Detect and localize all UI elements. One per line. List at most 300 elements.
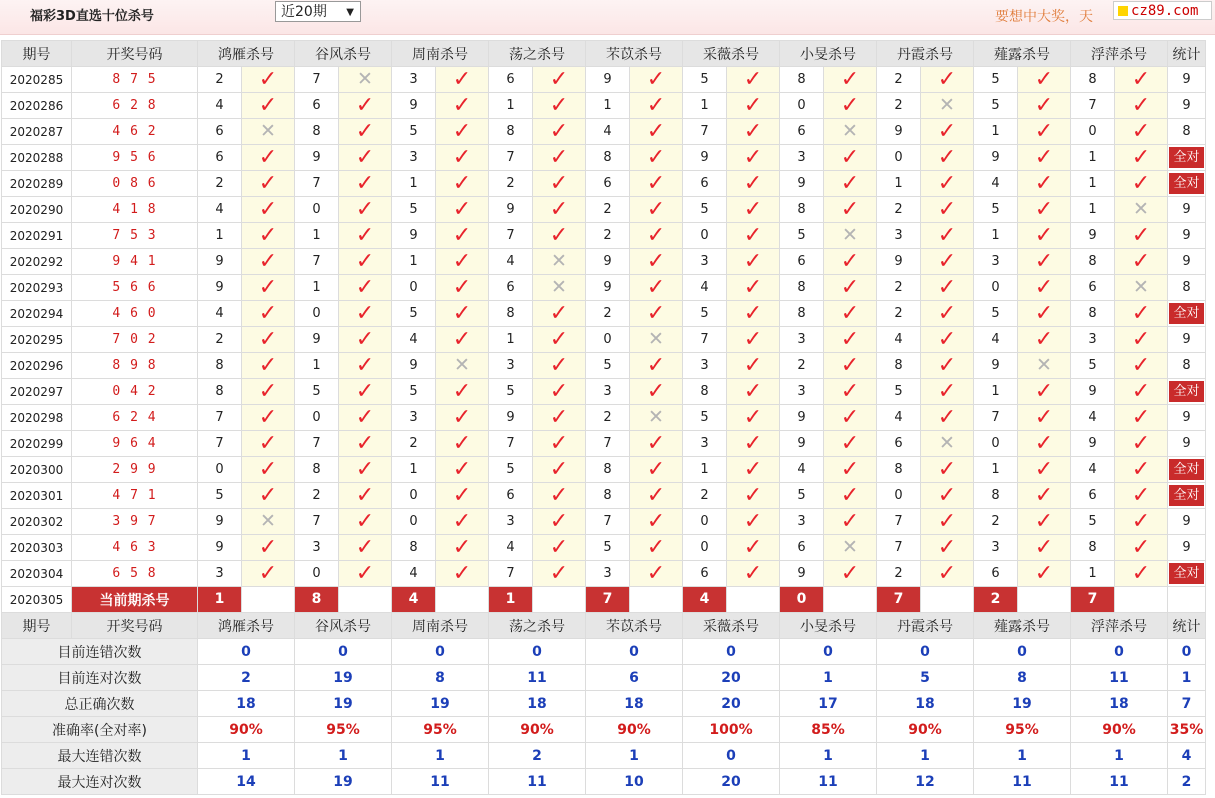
check-icon: ✓ bbox=[840, 196, 860, 222]
result-mark-cell bbox=[824, 535, 877, 561]
check-icon: ✓ bbox=[549, 196, 569, 222]
empty-cell bbox=[436, 587, 489, 613]
result-mark-cell bbox=[533, 509, 586, 535]
result-mark-cell bbox=[921, 561, 974, 587]
table-row bbox=[2, 431, 1206, 457]
check-icon: ✓ bbox=[840, 352, 860, 378]
result-mark-cell bbox=[1018, 249, 1071, 275]
result-mark-cell bbox=[824, 93, 877, 119]
result-mark-cell bbox=[727, 223, 780, 249]
result-mark-cell bbox=[921, 171, 974, 197]
check-icon: ✓ bbox=[743, 274, 763, 300]
check-icon: ✓ bbox=[355, 326, 375, 352]
kill-number-cell: 9 bbox=[780, 561, 824, 587]
check-icon: ✓ bbox=[549, 430, 569, 456]
result-mark-cell bbox=[533, 535, 586, 561]
cross-icon: ✕ bbox=[939, 94, 955, 116]
kill-number-cell: 3 bbox=[489, 509, 533, 535]
kill-number-cell: 4 bbox=[586, 119, 630, 145]
period-cell: 2020295 bbox=[2, 327, 72, 353]
logo-text: cz89.com bbox=[1131, 3, 1199, 19]
kill-number-cell: 0 bbox=[295, 561, 339, 587]
draw-number-cell: 6 5 8 bbox=[72, 561, 198, 587]
kill-number-cell: 1 bbox=[974, 119, 1018, 145]
check-icon: ✓ bbox=[646, 534, 666, 560]
column-header-expert: 周南杀号 bbox=[392, 41, 489, 67]
kill-number-cell: 1 bbox=[392, 171, 436, 197]
kill-number-cell: 6 bbox=[974, 561, 1018, 587]
result-mark-cell bbox=[533, 457, 586, 483]
check-icon: ✓ bbox=[452, 508, 472, 534]
check-icon: ✓ bbox=[840, 66, 860, 92]
result-mark-cell bbox=[533, 249, 586, 275]
kill-number-cell: 0 bbox=[683, 535, 727, 561]
table-row bbox=[2, 67, 1206, 93]
kill-number-cell: 0 bbox=[877, 145, 921, 171]
result-mark-cell bbox=[242, 301, 295, 327]
table-row bbox=[2, 119, 1206, 145]
current-kill-cell bbox=[974, 587, 1018, 613]
check-icon: ✓ bbox=[743, 352, 763, 378]
result-mark-cell bbox=[921, 145, 974, 171]
kill-number-cell: 1 bbox=[295, 353, 339, 379]
kill-number-cell: 4 bbox=[1071, 457, 1115, 483]
kill-number-cell: 3 bbox=[1071, 327, 1115, 353]
result-mark-cell bbox=[1115, 93, 1168, 119]
summary-value: 95% bbox=[392, 717, 489, 743]
summary-value: 0 bbox=[683, 743, 780, 769]
kill-number-cell: 9 bbox=[683, 145, 727, 171]
kill-number-cell: 8 bbox=[780, 67, 824, 93]
check-icon: ✓ bbox=[1034, 482, 1054, 508]
kill-number-cell: 3 bbox=[392, 145, 436, 171]
summary-value: 90% bbox=[489, 717, 586, 743]
check-icon: ✓ bbox=[743, 170, 763, 196]
result-mark-cell bbox=[630, 171, 683, 197]
check-icon: ✓ bbox=[840, 248, 860, 274]
result-mark-cell bbox=[436, 509, 489, 535]
current-kill-number: 4 bbox=[683, 587, 726, 612]
column-header-expert: 浮萍杀号 bbox=[1071, 41, 1168, 67]
cross-icon: ✕ bbox=[260, 510, 276, 532]
kill-number-cell: 9 bbox=[974, 353, 1018, 379]
summary-row bbox=[2, 639, 1206, 665]
stat-cell: 9 bbox=[1168, 223, 1206, 249]
check-icon: ✓ bbox=[937, 560, 957, 586]
kill-number-cell: 4 bbox=[974, 327, 1018, 353]
kill-number-cell: 9 bbox=[877, 119, 921, 145]
result-mark-cell bbox=[1115, 379, 1168, 405]
draw-number-cell: 2 9 9 bbox=[72, 457, 198, 483]
empty-cell bbox=[1018, 587, 1071, 613]
summary-value: 85% bbox=[780, 717, 877, 743]
check-icon: ✓ bbox=[355, 456, 375, 482]
check-icon: ✓ bbox=[1131, 248, 1151, 274]
stat-cell bbox=[1168, 301, 1206, 327]
check-icon: ✓ bbox=[840, 378, 860, 404]
summary-value: 0 bbox=[392, 639, 489, 665]
all-correct-badge: 全对 bbox=[1169, 147, 1203, 168]
result-mark-cell bbox=[1018, 275, 1071, 301]
check-icon: ✓ bbox=[258, 300, 278, 326]
summary-label: 准确率(全对率) bbox=[2, 717, 198, 743]
kill-number-cell: 9 bbox=[489, 405, 533, 431]
kill-number-cell: 1 bbox=[877, 171, 921, 197]
check-icon: ✓ bbox=[355, 170, 375, 196]
kill-number-cell: 9 bbox=[295, 327, 339, 353]
column-header-expert: 周南杀号 bbox=[392, 613, 489, 639]
kill-number-cell: 0 bbox=[974, 275, 1018, 301]
summary-value: 19 bbox=[974, 691, 1071, 717]
draw-number-cell: 8 7 5 bbox=[72, 67, 198, 93]
kill-number-cell: 2 bbox=[877, 67, 921, 93]
result-mark-cell bbox=[921, 327, 974, 353]
check-icon: ✓ bbox=[1034, 196, 1054, 222]
check-icon: ✓ bbox=[1131, 118, 1151, 144]
kill-number-cell: 8 bbox=[1071, 301, 1115, 327]
summary-value: 95% bbox=[974, 717, 1071, 743]
draw-number-cell: 8 9 8 bbox=[72, 353, 198, 379]
result-mark-cell bbox=[824, 67, 877, 93]
kill-number-cell: 6 bbox=[198, 145, 242, 171]
period-cell: 2020285 bbox=[2, 67, 72, 93]
kill-number-cell: 3 bbox=[683, 353, 727, 379]
kill-number-cell: 4 bbox=[877, 327, 921, 353]
result-mark-cell bbox=[533, 353, 586, 379]
result-mark-cell bbox=[436, 327, 489, 353]
result-mark-cell bbox=[921, 483, 974, 509]
check-icon: ✓ bbox=[549, 222, 569, 248]
check-icon: ✓ bbox=[549, 508, 569, 534]
summary-value: 0 bbox=[974, 639, 1071, 665]
result-mark-cell bbox=[339, 301, 392, 327]
kill-number-cell: 9 bbox=[780, 431, 824, 457]
check-icon: ✓ bbox=[355, 248, 375, 274]
result-mark-cell bbox=[436, 249, 489, 275]
check-icon: ✓ bbox=[1034, 404, 1054, 430]
result-mark-cell bbox=[921, 353, 974, 379]
column-header-expert: 荡之杀号 bbox=[489, 41, 586, 67]
check-icon: ✓ bbox=[1034, 144, 1054, 170]
check-icon: ✓ bbox=[646, 248, 666, 274]
period-cell: 2020297 bbox=[2, 379, 72, 405]
kill-number-cell: 5 bbox=[877, 379, 921, 405]
result-mark-cell bbox=[1018, 197, 1071, 223]
check-icon: ✓ bbox=[840, 144, 860, 170]
column-header-expert: 采薇杀号 bbox=[683, 613, 780, 639]
kill-number-cell: 2 bbox=[392, 431, 436, 457]
summary-value: 0 bbox=[586, 639, 683, 665]
draw-number-cell: 7 5 3 bbox=[72, 223, 198, 249]
check-icon: ✓ bbox=[840, 170, 860, 196]
check-icon: ✓ bbox=[937, 144, 957, 170]
result-mark-cell bbox=[1115, 457, 1168, 483]
kill-number-cell: 0 bbox=[392, 275, 436, 301]
summary-value: 35% bbox=[1168, 717, 1206, 743]
draw-number-cell: 9 4 1 bbox=[72, 249, 198, 275]
result-mark-cell bbox=[630, 119, 683, 145]
check-icon: ✓ bbox=[258, 274, 278, 300]
result-mark-cell bbox=[921, 275, 974, 301]
result-mark-cell bbox=[242, 275, 295, 301]
result-mark-cell bbox=[436, 535, 489, 561]
period-cell: 2020304 bbox=[2, 561, 72, 587]
result-mark-cell bbox=[727, 509, 780, 535]
check-icon: ✓ bbox=[840, 430, 860, 456]
summary-value: 2 bbox=[1168, 769, 1206, 795]
all-correct-badge: 全对 bbox=[1169, 459, 1203, 480]
table-row bbox=[2, 275, 1206, 301]
summary-value: 19 bbox=[295, 769, 392, 795]
cross-icon: ✕ bbox=[454, 354, 470, 376]
result-mark-cell bbox=[824, 275, 877, 301]
kill-number-cell: 4 bbox=[974, 171, 1018, 197]
summary-label: 最大连对次数 bbox=[2, 769, 198, 795]
result-mark-cell bbox=[242, 171, 295, 197]
check-icon: ✓ bbox=[549, 300, 569, 326]
kill-number-cell: 8 bbox=[392, 535, 436, 561]
result-mark-cell bbox=[630, 561, 683, 587]
result-mark-cell bbox=[727, 327, 780, 353]
result-mark-cell bbox=[533, 405, 586, 431]
result-mark-cell bbox=[339, 457, 392, 483]
kill-number-cell: 2 bbox=[295, 483, 339, 509]
kill-number-cell: 4 bbox=[1071, 405, 1115, 431]
result-mark-cell bbox=[533, 197, 586, 223]
kill-number-cell: 1 bbox=[295, 223, 339, 249]
summary-row bbox=[2, 665, 1206, 691]
check-icon: ✓ bbox=[549, 92, 569, 118]
check-icon: ✓ bbox=[452, 378, 472, 404]
kill-number-cell: 0 bbox=[392, 509, 436, 535]
kill-number-cell: 0 bbox=[392, 483, 436, 509]
check-icon: ✓ bbox=[646, 144, 666, 170]
kill-number-cell: 1 bbox=[683, 457, 727, 483]
check-icon: ✓ bbox=[743, 326, 763, 352]
kill-number-cell: 8 bbox=[489, 119, 533, 145]
kill-number-cell: 8 bbox=[780, 275, 824, 301]
cross-icon: ✕ bbox=[1036, 354, 1052, 376]
period-range-select[interactable] bbox=[275, 1, 361, 22]
kill-number-table bbox=[1, 40, 1206, 795]
column-header-expert: 谷风杀号 bbox=[295, 613, 392, 639]
draw-number-cell: 4 6 3 bbox=[72, 535, 198, 561]
check-icon: ✓ bbox=[1131, 430, 1151, 456]
current-kill-cell bbox=[198, 587, 242, 613]
current-kill-cell bbox=[877, 587, 921, 613]
kill-number-cell: 9 bbox=[198, 535, 242, 561]
result-mark-cell bbox=[727, 197, 780, 223]
check-icon: ✓ bbox=[646, 222, 666, 248]
summary-value: 95% bbox=[295, 717, 392, 743]
result-mark-cell bbox=[339, 67, 392, 93]
check-icon: ✓ bbox=[646, 274, 666, 300]
summary-value: 90% bbox=[877, 717, 974, 743]
check-icon: ✓ bbox=[452, 66, 472, 92]
stat-cell: 9 bbox=[1168, 327, 1206, 353]
check-icon: ✓ bbox=[937, 456, 957, 482]
check-icon: ✓ bbox=[646, 196, 666, 222]
all-correct-badge: 全对 bbox=[1169, 303, 1203, 324]
table-row bbox=[2, 171, 1206, 197]
check-icon: ✓ bbox=[743, 378, 763, 404]
kill-number-cell: 8 bbox=[1071, 535, 1115, 561]
kill-number-cell: 8 bbox=[198, 353, 242, 379]
result-mark-cell bbox=[1115, 197, 1168, 223]
result-mark-cell bbox=[339, 535, 392, 561]
kill-number-cell: 5 bbox=[974, 197, 1018, 223]
kill-number-cell: 3 bbox=[974, 535, 1018, 561]
current-kill-cell bbox=[1071, 587, 1115, 613]
result-mark-cell bbox=[824, 353, 877, 379]
kill-number-cell: 9 bbox=[780, 405, 824, 431]
summary-value: 2 bbox=[489, 743, 586, 769]
result-mark-cell bbox=[824, 561, 877, 587]
summary-value: 0 bbox=[683, 639, 780, 665]
check-icon: ✓ bbox=[1131, 404, 1151, 430]
check-icon: ✓ bbox=[937, 66, 957, 92]
check-icon: ✓ bbox=[355, 430, 375, 456]
table-row bbox=[2, 561, 1206, 587]
chevron-down-icon: ▼ bbox=[346, 7, 354, 18]
cross-icon: ✕ bbox=[357, 68, 373, 90]
result-mark-cell bbox=[824, 509, 877, 535]
result-mark-cell bbox=[533, 223, 586, 249]
column-header-expert: 谷风杀号 bbox=[295, 41, 392, 67]
kill-number-cell: 1 bbox=[1071, 197, 1115, 223]
check-icon: ✓ bbox=[646, 456, 666, 482]
kill-number-cell: 7 bbox=[295, 67, 339, 93]
check-icon: ✓ bbox=[1131, 560, 1151, 586]
kill-number-cell: 2 bbox=[877, 301, 921, 327]
check-icon: ✓ bbox=[452, 144, 472, 170]
draw-number-cell: 4 6 2 bbox=[72, 119, 198, 145]
kill-number-cell: 1 bbox=[586, 93, 630, 119]
result-mark-cell bbox=[824, 405, 877, 431]
check-icon: ✓ bbox=[452, 300, 472, 326]
draw-number-cell: 9 6 4 bbox=[72, 431, 198, 457]
result-mark-cell bbox=[436, 483, 489, 509]
stat-cell: 9 bbox=[1168, 431, 1206, 457]
kill-number-cell: 3 bbox=[780, 509, 824, 535]
column-header-expert: 薤露杀号 bbox=[974, 41, 1071, 67]
period-cell: 2020296 bbox=[2, 353, 72, 379]
result-mark-cell bbox=[242, 405, 295, 431]
kill-number-cell: 8 bbox=[780, 197, 824, 223]
result-mark-cell bbox=[824, 249, 877, 275]
result-mark-cell bbox=[1018, 535, 1071, 561]
summary-value: 12 bbox=[877, 769, 974, 795]
check-icon: ✓ bbox=[452, 404, 472, 430]
kill-number-cell: 5 bbox=[780, 483, 824, 509]
kill-number-cell: 1 bbox=[392, 249, 436, 275]
stat-cell: 9 bbox=[1168, 249, 1206, 275]
cross-icon: ✕ bbox=[1133, 276, 1149, 298]
check-icon: ✓ bbox=[1131, 326, 1151, 352]
result-mark-cell bbox=[727, 145, 780, 171]
kill-number-cell: 2 bbox=[586, 223, 630, 249]
kill-number-cell: 3 bbox=[392, 405, 436, 431]
result-mark-cell bbox=[921, 119, 974, 145]
kill-number-cell: 9 bbox=[392, 93, 436, 119]
column-header-expert: 荡之杀号 bbox=[489, 613, 586, 639]
site-logo[interactable] bbox=[1113, 1, 1212, 20]
kill-number-cell: 5 bbox=[295, 379, 339, 405]
cross-icon: ✕ bbox=[1133, 198, 1149, 220]
table-row bbox=[2, 379, 1206, 405]
check-icon: ✓ bbox=[937, 118, 957, 144]
kill-number-cell: 5 bbox=[392, 197, 436, 223]
table-row bbox=[2, 483, 1206, 509]
kill-number-cell: 9 bbox=[877, 249, 921, 275]
period-cell: 2020292 bbox=[2, 249, 72, 275]
result-mark-cell bbox=[533, 145, 586, 171]
result-mark-cell bbox=[1018, 431, 1071, 457]
current-kill-number: 1 bbox=[198, 587, 241, 612]
result-mark-cell bbox=[339, 119, 392, 145]
kill-number-cell: 4 bbox=[392, 561, 436, 587]
check-icon: ✓ bbox=[549, 404, 569, 430]
kill-number-cell: 8 bbox=[586, 483, 630, 509]
summary-label: 目前连错次数 bbox=[2, 639, 198, 665]
kill-number-cell: 7 bbox=[1071, 93, 1115, 119]
result-mark-cell bbox=[921, 301, 974, 327]
check-icon: ✓ bbox=[258, 378, 278, 404]
check-icon: ✓ bbox=[646, 378, 666, 404]
period-cell: 2020291 bbox=[2, 223, 72, 249]
result-mark-cell bbox=[242, 353, 295, 379]
summary-value: 1 bbox=[780, 743, 877, 769]
period-cell: 2020290 bbox=[2, 197, 72, 223]
table-header-row bbox=[2, 41, 1206, 67]
all-correct-badge: 全对 bbox=[1169, 485, 1203, 506]
check-icon: ✓ bbox=[646, 118, 666, 144]
result-mark-cell bbox=[824, 223, 877, 249]
result-mark-cell bbox=[1115, 353, 1168, 379]
period-cell: 2020289 bbox=[2, 171, 72, 197]
result-mark-cell bbox=[630, 327, 683, 353]
result-mark-cell bbox=[436, 379, 489, 405]
draw-number-cell: 6 2 8 bbox=[72, 93, 198, 119]
empty-cell bbox=[921, 587, 974, 613]
stat-cell bbox=[1168, 483, 1206, 509]
kill-number-cell: 1 bbox=[683, 93, 727, 119]
result-mark-cell bbox=[824, 483, 877, 509]
column-header-expert: 鸿雁杀号 bbox=[198, 41, 295, 67]
check-icon: ✓ bbox=[840, 326, 860, 352]
result-mark-cell bbox=[921, 405, 974, 431]
result-mark-cell bbox=[1115, 145, 1168, 171]
all-correct-badge: 全对 bbox=[1169, 173, 1203, 194]
result-mark-cell bbox=[436, 301, 489, 327]
check-icon: ✓ bbox=[355, 534, 375, 560]
result-mark-cell bbox=[630, 535, 683, 561]
result-mark-cell bbox=[1115, 327, 1168, 353]
result-mark-cell bbox=[339, 197, 392, 223]
check-icon: ✓ bbox=[1131, 352, 1151, 378]
check-icon: ✓ bbox=[549, 378, 569, 404]
summary-value: 1 bbox=[974, 743, 1071, 769]
kill-number-cell: 5 bbox=[1071, 509, 1115, 535]
check-icon: ✓ bbox=[743, 222, 763, 248]
draw-number-cell: 6 2 4 bbox=[72, 405, 198, 431]
result-mark-cell bbox=[436, 405, 489, 431]
check-icon: ✓ bbox=[549, 144, 569, 170]
check-icon: ✓ bbox=[1034, 326, 1054, 352]
summary-value: 11 bbox=[780, 769, 877, 795]
summary-value: 11 bbox=[1071, 769, 1168, 795]
result-mark-cell bbox=[242, 483, 295, 509]
